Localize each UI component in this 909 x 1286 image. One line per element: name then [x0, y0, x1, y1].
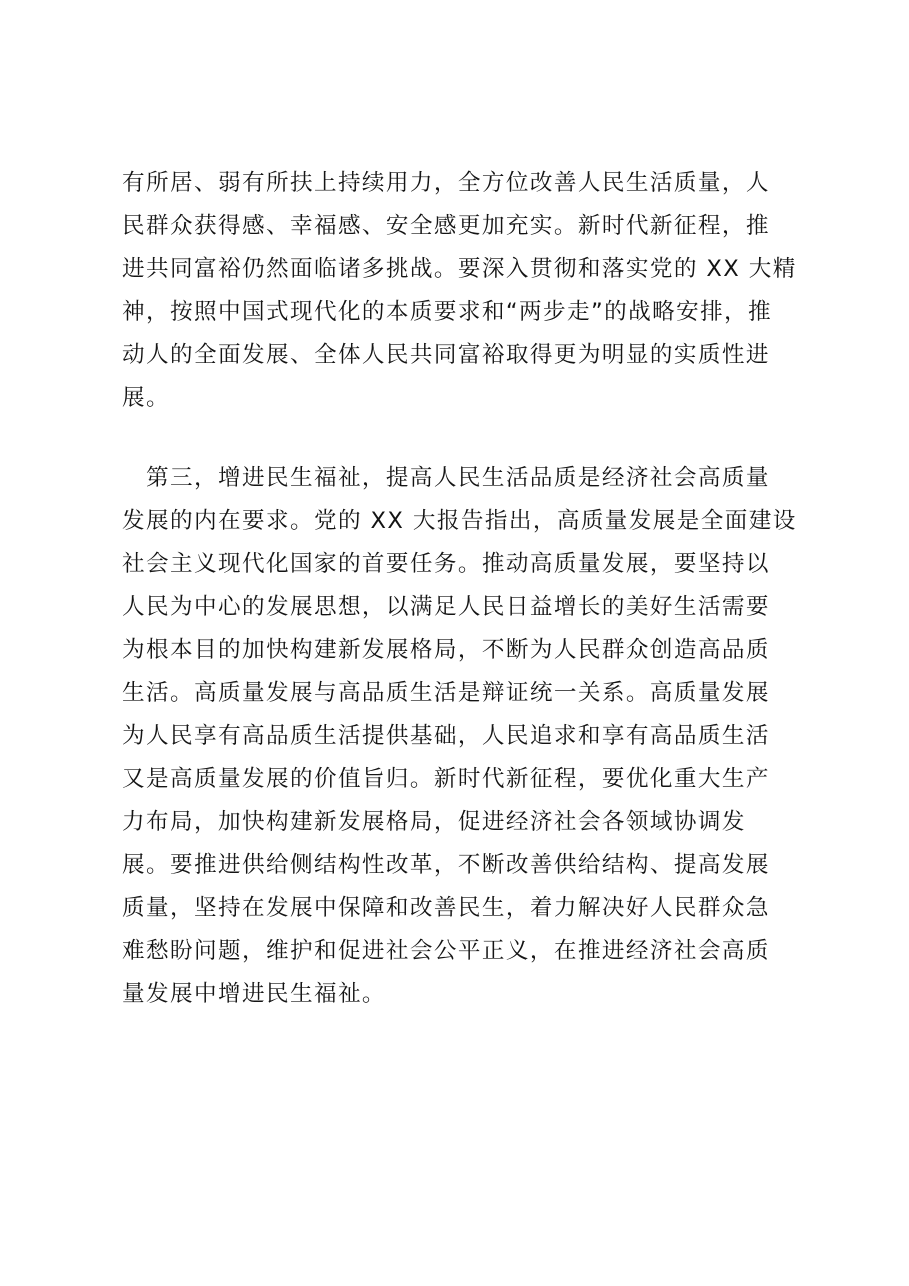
text-line: 生活。高质量发展与高品质生活是辩证统一关系。高质量发展	[122, 680, 770, 706]
text-line: 社会主义现代化国家的首要任务。推动高质量发展，要坚持以	[122, 551, 770, 577]
text-line: 难愁盼问题，维护和促进社会公平正义，在推进经济社会高质	[122, 938, 770, 964]
paragraph-1	[122, 162, 802, 420]
text-line: 进共同富裕仍然面临诸多挑战。要深入贯彻和落实党的 XX 大精	[122, 256, 797, 282]
text-line: 为根本目的加快构建新发展格局，不断为人民群众创造高品质	[122, 637, 770, 663]
text-line: 动人的全面发展、全体人民共同富裕取得更为明显的实质性进	[122, 342, 770, 368]
text-line: 质量，坚持在发展中保障和改善民生，着力解决好人民群众急	[122, 895, 770, 921]
text-line: 展。要推进供给侧结构性改革，不断改善供给结构、提高发展	[122, 852, 770, 878]
text-line: 神，按照中国式现代化的本质要求和“两步走”的战略安排，推	[122, 299, 773, 325]
text-line: 人民为中心的发展思想，以满足人民日益增长的美好生活需要	[122, 594, 770, 620]
text-line: 民群众获得感、幸福感、安全感更加充实。新时代新征程，推	[122, 213, 770, 239]
text-line: 展。	[122, 385, 170, 411]
text-line: 第三，增进民生福祉，提高人民生活品质是经济社会高质量	[122, 465, 770, 491]
paragraph-2	[122, 457, 802, 1016]
text-line: 又是高质量发展的价值旨归。新时代新征程，要优化重大生产	[122, 766, 770, 792]
text-line: 力布局，加快构建新发展格局，促进经济社会各领域协调发	[122, 809, 746, 835]
text-line: 发展的内在要求。党的 XX 大报告指出，高质量发展是全面建设	[122, 508, 797, 534]
text-line: 为人民享有高品质生活提供基础，人民追求和享有高品质生活	[122, 723, 770, 749]
text-line: 有所居、弱有所扶上持续用力，全方位改善人民生活质量，人	[122, 170, 770, 196]
text-line: 量发展中增进民生福祉。	[122, 981, 386, 1007]
